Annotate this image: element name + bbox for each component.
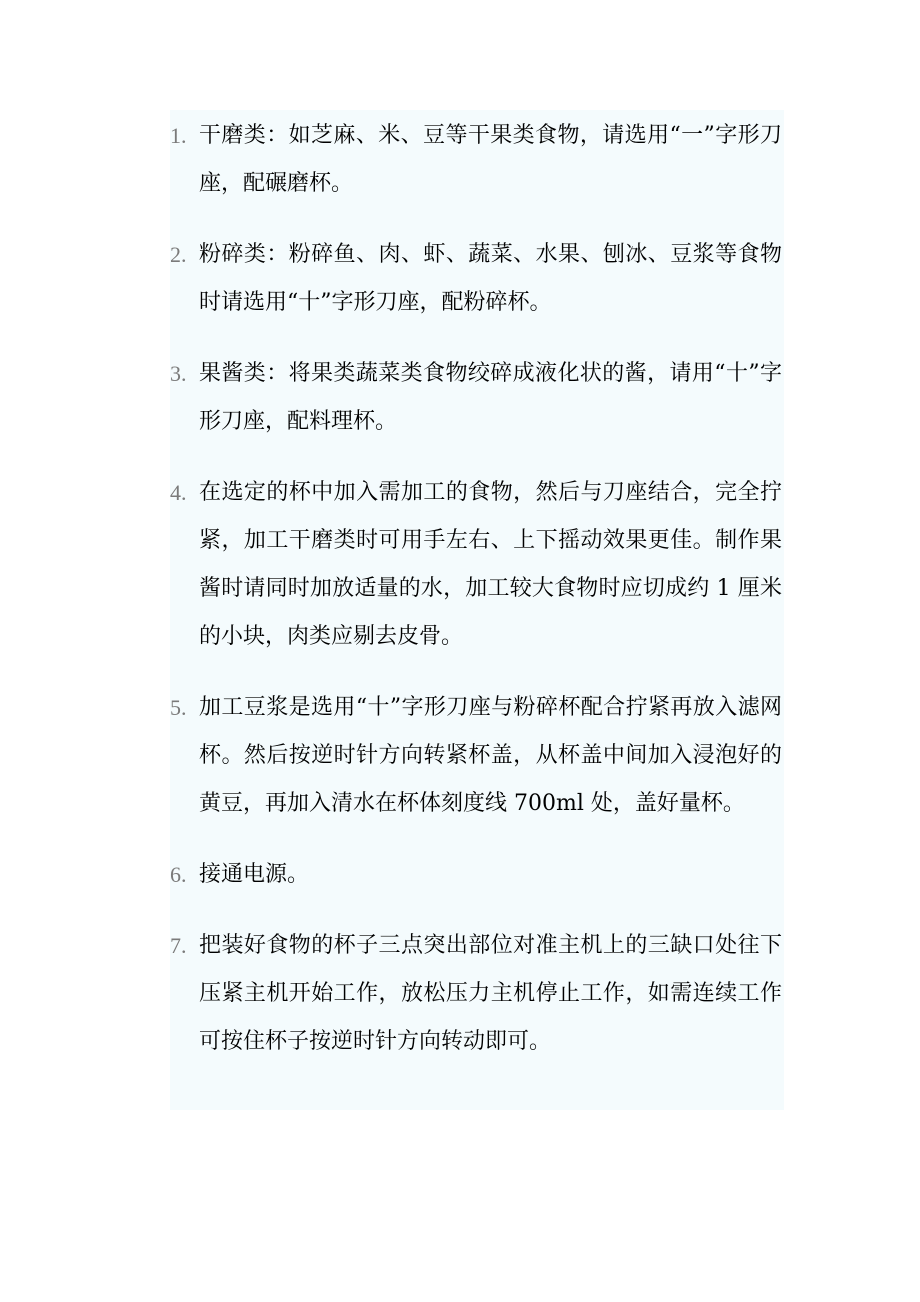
list-item bbox=[170, 350, 784, 446]
list-item bbox=[170, 112, 784, 208]
list-item bbox=[170, 922, 784, 1066]
step-number: 7. bbox=[170, 933, 187, 958]
step-text: 果酱类：将果类蔬菜类食物绞碎成液化状的酱，请用“十”字形刀座，配料理杯。 bbox=[199, 361, 782, 434]
step-number: 4. bbox=[170, 480, 187, 505]
list-item bbox=[170, 684, 784, 828]
step-number: 3. bbox=[170, 361, 187, 386]
list-item bbox=[170, 851, 784, 899]
step-text: 在选定的杯中加入需加工的食物，然后与刀座结合，完全拧紧，加工干磨类时可用手左右、上下摇动效果更佳。制作果酱时请同时加放适量的水，加工较大食物时应切成约 1 厘米的小块，肉类应剔去皮骨。 bbox=[199, 480, 782, 649]
step-number: 6. bbox=[170, 862, 187, 887]
step-text: 把装好食物的杯子三点突出部位对准主机上的三缺口处往下压紧主机开始工作，放松压力主机停止工作，如需连续工作可按住杯子按逆时针方向转动即可。 bbox=[199, 933, 782, 1054]
step-number: 5. bbox=[170, 695, 187, 720]
step-number: 1. bbox=[170, 123, 187, 148]
step-text: 干磨类：如芝麻、米、豆等干果类食物，请选用“一”字形刀座，配碾磨杯。 bbox=[199, 123, 782, 196]
step-text: 加工豆浆是选用“十”字形刀座与粉碎杯配合拧紧再放入滤网杯。然后按逆时针方向转紧杯盖，从杯盖中间加入浸泡好的黄豆，再加入清水在杯体刻度线 700ml 处，盖好量杯。 bbox=[199, 695, 782, 816]
list-item bbox=[170, 231, 784, 327]
step-number: 2. bbox=[170, 242, 187, 267]
list-item bbox=[170, 469, 784, 661]
instruction-list bbox=[170, 112, 784, 1089]
step-text: 粉碎类：粉碎鱼、肉、虾、蔬菜、水果、刨冰、豆浆等食物时请选用“十”字形刀座，配粉碎杯。 bbox=[199, 242, 782, 315]
step-text: 接通电源。 bbox=[199, 862, 310, 887]
